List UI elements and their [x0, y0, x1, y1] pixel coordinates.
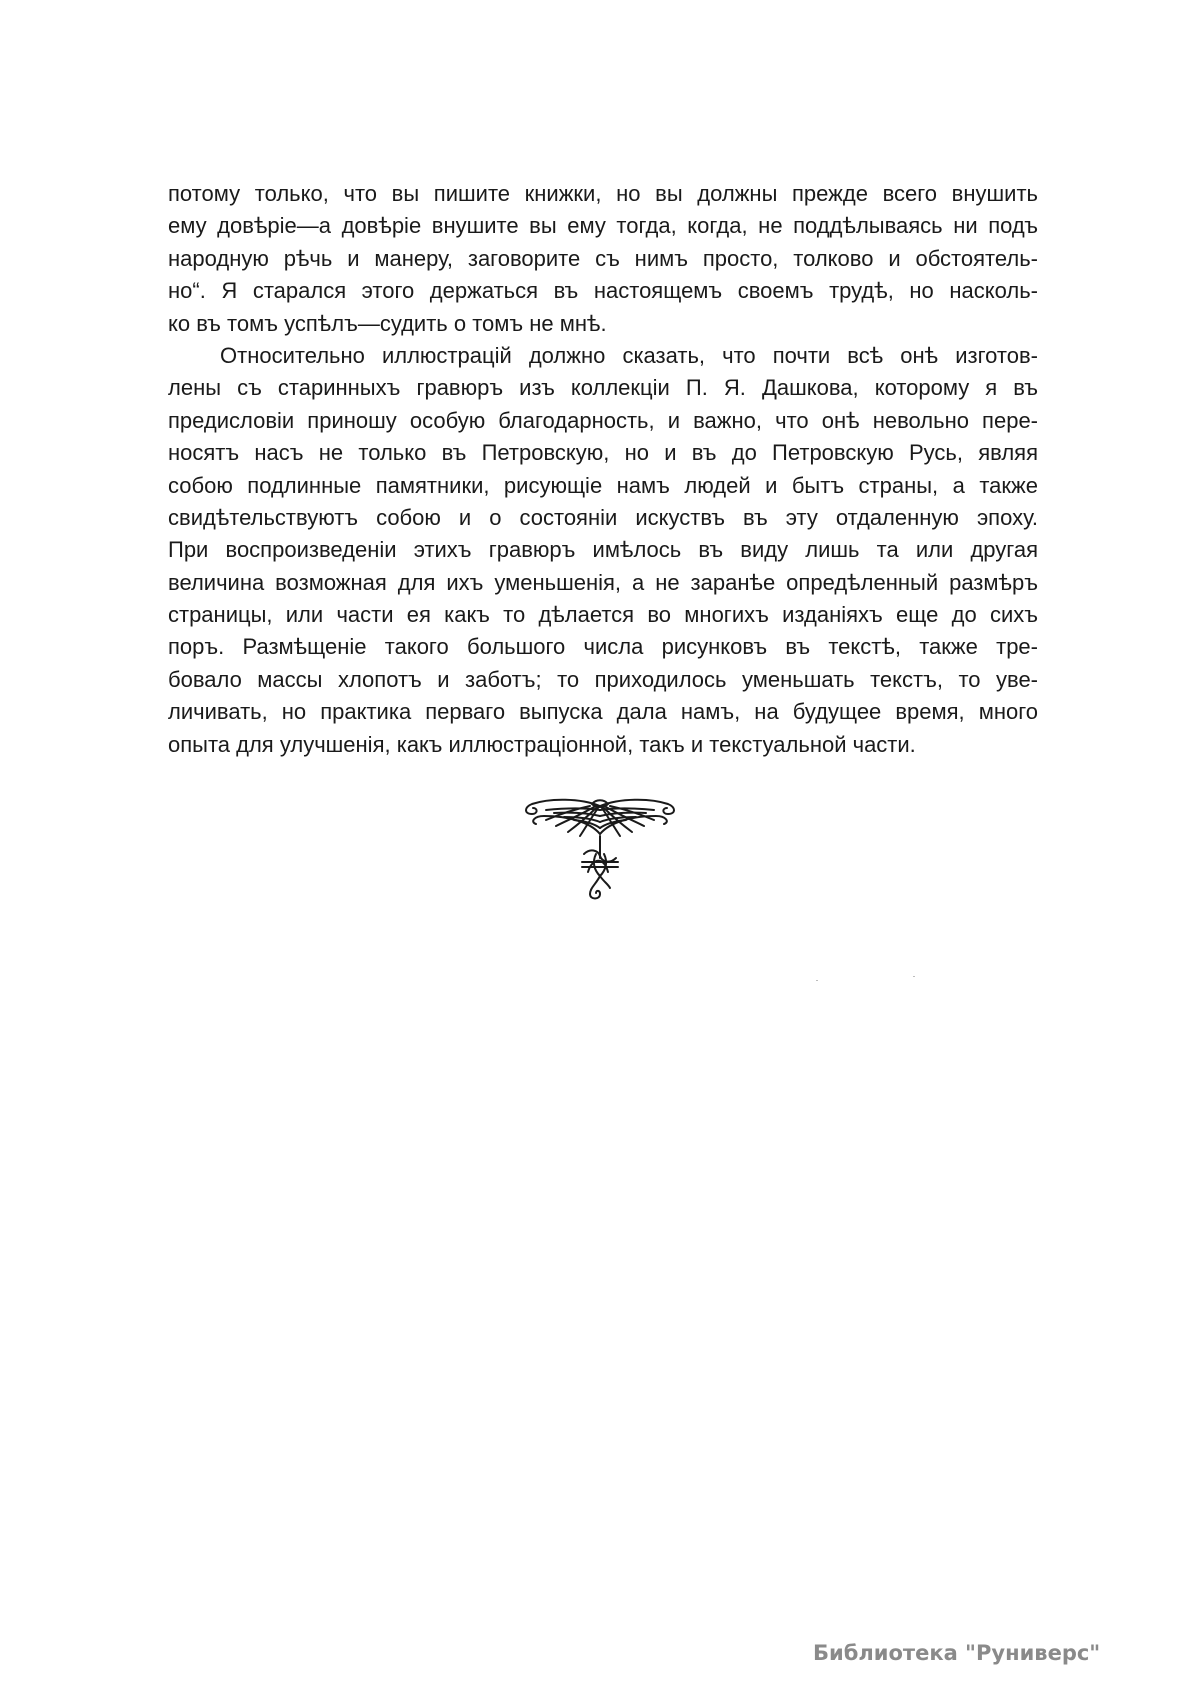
- text-line: личивать, но практика перваго выпуска дала намъ, на будущее время, много: [168, 699, 1038, 725]
- text-line: собою подлинные памятники, рисующіе намъ людей и бытъ страны, а также: [168, 472, 1038, 498]
- text-line: величина возможная для ихъ уменьшенія, а не заранѣе опредѣленный размѣръ: [168, 569, 1038, 595]
- text-line: но“. Я старался этого держаться въ настоящемъ своемъ трудѣ, но насколь-: [168, 278, 1038, 304]
- library-watermark: Библиотека "Руниверс": [813, 1641, 1101, 1665]
- text-line: предисловіи приношу особую благодарность, и важно, что онѣ невольно пере-: [168, 407, 1038, 433]
- fleuron-ornament-icon: [520, 796, 680, 904]
- text-line: потому только, что вы пишите книжки, но вы должны прежде всего внушить: [168, 181, 1038, 206]
- text-line: ему довѣріе—а довѣріе внушите вы ему тогда, когда, не поддѣлываясь ни подъ: [168, 213, 1038, 239]
- text-line: народную рѣчь и манеру, заговорите съ нимъ просто, толково и обстоятель-: [168, 245, 1038, 271]
- text-line: ко въ томъ успѣлъ—судить о томъ не мнѣ.: [168, 310, 607, 336]
- text-line: лены съ старинныхъ гравюръ изъ коллекціи П. Я. Дашкова, которому я въ: [168, 375, 1038, 401]
- text-line: При воспроизведеніи этихъ гравюръ имѣлось въ виду лишь та или другая: [168, 537, 1038, 563]
- text-line: свидѣтельствуютъ собою и о состояніи искуствъ въ эту отдаленную эпоху.: [168, 504, 1038, 530]
- paragraph-1: [168, 178, 1038, 340]
- text-line: страницы, или части ея какъ то дѣлается во многихъ изданіяхъ еще до сихъ: [168, 602, 1038, 628]
- paragraph-2: [168, 340, 1038, 761]
- text-line: опыта для улучшенія, какъ иллюстраціонной, такъ и текстуальной части.: [168, 731, 916, 757]
- text-line: поръ. Размѣщеніе такого большого числа рисунковъ въ текстѣ, также тре-: [168, 634, 1038, 660]
- text-line: носятъ насъ не только въ Петровскую, но и въ до Петровскую Русь, являя: [168, 440, 1038, 466]
- text-line: Относительно иллюстрацій должно сказать, что почти всѣ онѣ изготов-: [220, 342, 1038, 368]
- text-line: бовало массы хлопотъ и заботъ; то приходилось уменьшать текстъ, то уве-: [168, 666, 1038, 692]
- paper-speck: [913, 976, 915, 977]
- body-text: [168, 178, 1038, 761]
- paper-speck: [816, 980, 818, 981]
